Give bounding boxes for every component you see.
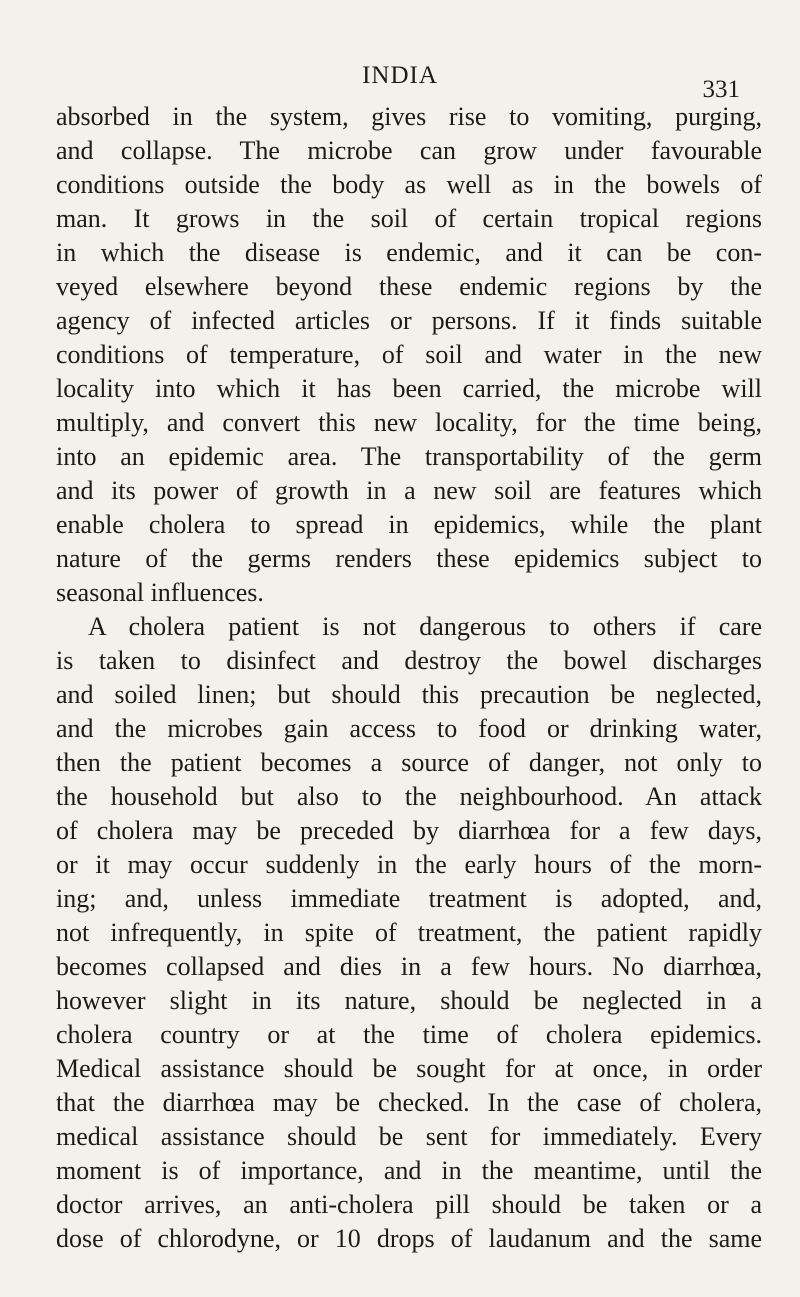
text-line: man. It grows in the soil of certain tropical regions [56, 204, 762, 233]
text-line: of cholera may be preceded by diarrhœa for a few days, [56, 816, 762, 845]
text-line: dose of chlorodyne, or 10 drops of laudanum and the same [56, 1224, 762, 1253]
text-line: seasonal influences. [56, 578, 264, 607]
text-line: into an epidemic area. The transportability of the germ [56, 442, 762, 471]
text-line: then the patient becomes a source of danger, not only to [56, 748, 762, 777]
text-line: agency of infected articles or persons. If it finds suitable [56, 306, 762, 335]
text-line: and soiled linen; but should this precaution be neglected, [56, 680, 762, 709]
text-line: and its power of growth in a new soil are features which [56, 476, 762, 505]
text-line: conditions outside the body as well as in the bowels of [56, 170, 762, 199]
text-line: Medical assistance should be sought for at once, in order [56, 1054, 762, 1083]
text-line: absorbed in the system, gives rise to vomiting, purging, [56, 102, 762, 131]
running-title: INDIA [362, 62, 438, 89]
body-text [56, 100, 762, 1256]
text-line: conditions of temperature, of soil and water in the new [56, 340, 762, 369]
text-line: not infrequently, in spite of treatment, the patient rapidly [56, 918, 762, 947]
text-line: and collapse. The microbe can grow under favourable [56, 136, 762, 165]
text-line: is taken to disinfect and destroy the bowel discharges [56, 646, 762, 675]
text-line: that the diarrhœa may be checked. In the case of cholera, [56, 1088, 762, 1117]
text-line: medical assistance should be sent for immediately. Every [56, 1122, 762, 1151]
text-line: in which the disease is endemic, and it can be con- [56, 238, 762, 267]
text-line: multiply, and convert this new locality, for the time being, [56, 408, 762, 437]
text-line: veyed elsewhere beyond these endemic regions by the [56, 272, 762, 301]
text-line: cholera country or at the time of cholera epidemics. [56, 1020, 762, 1049]
text-line: nature of the germs renders these epidemics subject to [56, 544, 762, 573]
text-line: locality into which it has been carried, the microbe will [56, 374, 762, 403]
text-line: becomes collapsed and dies in a few hours. No diarrhœa, [56, 952, 762, 981]
text-line: enable cholera to spread in epidemics, while the plant [56, 510, 762, 539]
text-line: or it may occur suddenly in the early hours of the morn- [56, 850, 762, 879]
running-head [0, 62, 800, 103]
text-line: A cholera patient is not dangerous to others if care [88, 612, 762, 641]
page-number: 331 [702, 76, 740, 103]
text-line: moment is of importance, and in the meantime, until the [56, 1156, 762, 1185]
text-line: ing; and, unless immediate treatment is adopted, and, [56, 884, 762, 913]
text-line: the household but also to the neighbourhood. An attack [56, 782, 762, 811]
text-line: and the microbes gain access to food or drinking water, [56, 714, 762, 743]
paragraph [56, 610, 762, 1256]
text-line: however slight in its nature, should be neglected in a [56, 986, 762, 1015]
paragraph [56, 100, 762, 610]
text-line: doctor arrives, an anti-cholera pill should be taken or a [56, 1190, 762, 1219]
